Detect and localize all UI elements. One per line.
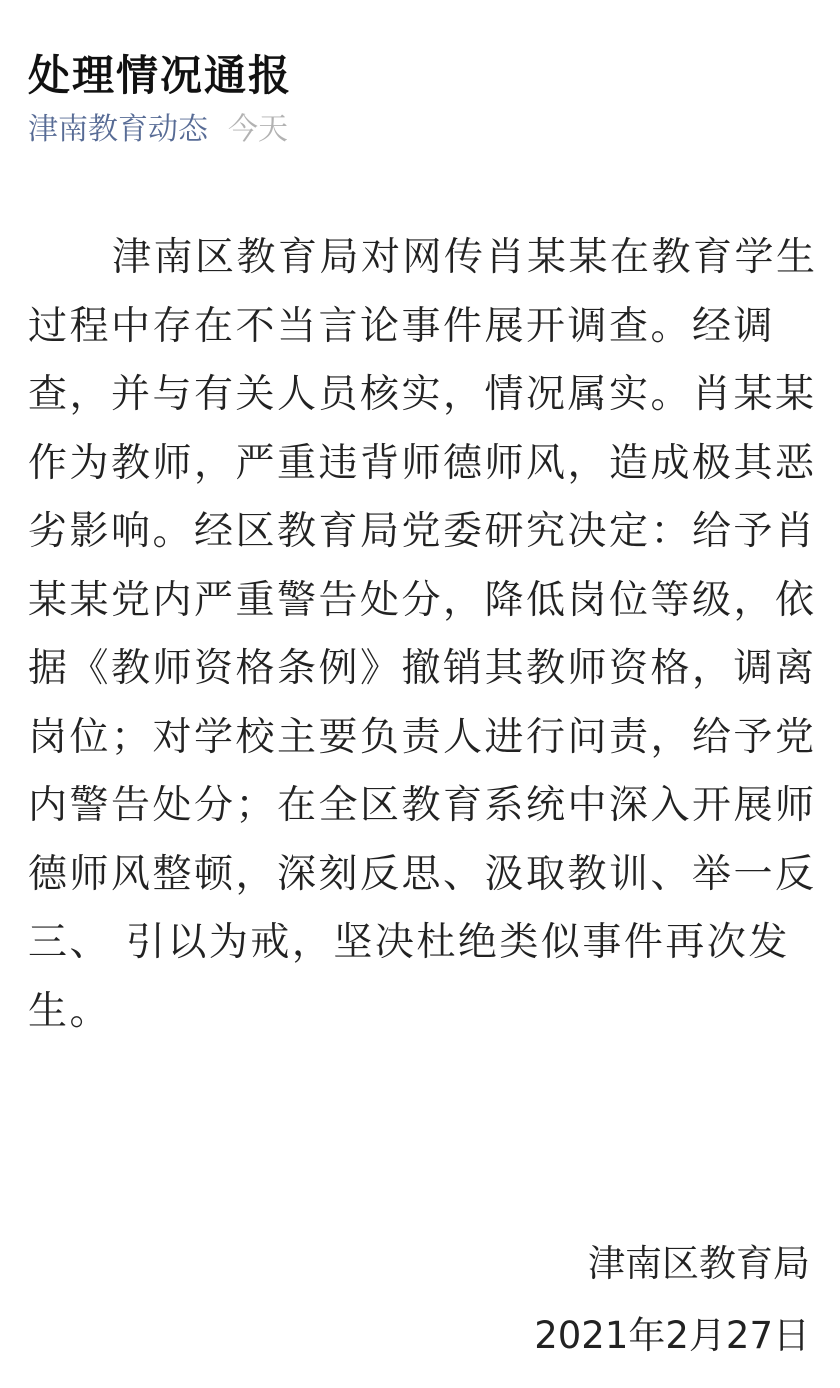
article-meta — [28, 108, 288, 152]
article-body: 津南区教育局对网传肖某某在教育学生过程中存在不当言论事件展开调查。经调查，并与有关人员核实，情况属实。肖某某作为教师，严重违背师德师风，造成极其恶劣影响。经区教育局党委研究决定：给予肖某某党内严重警告处分，降低岗位等级，依据《教师资格条例》撤销其教师资格，调离岗位；对学校主要负责人进行问责，给予党内警告处分；在全区教育系统中深入开展师德师风整顿，深刻反思、汲取教训、举一反三、 引以为戒，坚决杜绝类似事件再次发生。 — [28, 235, 818, 1034]
account-name-link[interactable]: 津南教育动态 — [28, 112, 208, 147]
publish-date: 今天 — [228, 112, 288, 147]
article-title: 处理情况通报 — [28, 51, 293, 101]
signature-block — [534, 1228, 810, 1372]
signature-organization: 津南区教育局 — [588, 1242, 810, 1285]
signature-date: 2021年2月27日 — [534, 1314, 810, 1357]
